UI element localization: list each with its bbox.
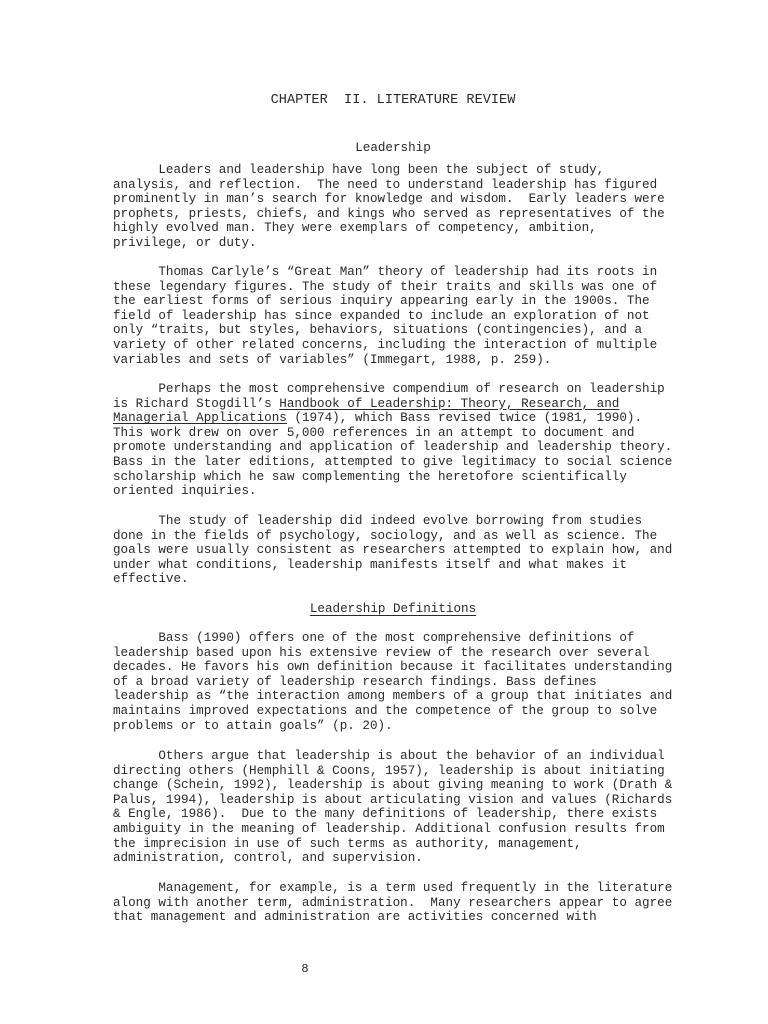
text-line: promote understanding and application of leadership and leadership theory. [113, 440, 673, 455]
text-line: Thomas Carlyle’s “Great Man” theory of leadership had its roots in [113, 265, 658, 279]
text-line: Bass in the later editions, attempted to give legitimacy to social science [113, 454, 673, 469]
text-line: scholarship which he saw complementing the heretofore scientifically [113, 469, 627, 484]
text-line: & Engle, 1986). Due to the many definitions of leadership, there exists [113, 807, 658, 822]
chapter-title: CHAPTER II. LITERATURE REVIEW [270, 93, 516, 108]
book-title-underlined: Handbook of Leadership: Theory, Research, and [279, 396, 620, 411]
text-run: (1974), which Bass revised twice (1981, 1990). [286, 411, 643, 426]
text-line [113, 397, 673, 412]
section-heading-leadership: Leadership [355, 141, 431, 155]
text-line: effective. [113, 572, 189, 587]
text-line: field of leadership has since expanded to include an exploration of not [113, 308, 650, 323]
text-line: along with another term, administration. Many researchers appear to agree [113, 895, 673, 910]
text-line: change (Schein, 1992), leadership is about giving meaning to work (Drath & [113, 778, 673, 793]
text-line [113, 411, 673, 426]
text-line: variety of other related concerns, including the interaction of multiple [113, 337, 658, 352]
paragraph-2 [113, 265, 673, 367]
paragraph-7 [113, 881, 673, 925]
text-line: of a broad variety of leadership research findings. Bass defines [113, 674, 597, 689]
text-line: under what conditions, leadership manifests itself and what makes it [113, 557, 627, 572]
text-line: Others argue that leadership is about the behavior of an individual [113, 749, 665, 763]
text-line: oriented inquiries. [113, 484, 257, 499]
text-run: is Richard Stogdill’s [113, 396, 280, 411]
text-line: these legendary figures. The study of their traits and skills was one of [113, 279, 658, 294]
text-line: maintains improved expectations and the competence of the group to solve [113, 703, 658, 718]
section-heading-definitions [113, 602, 673, 617]
paragraph-4 [113, 514, 673, 587]
text-line: Bass (1990) offers one of the most comprehensive definitions of [113, 631, 635, 645]
text-line: This work drew on over 5,000 references in an attempt to document and [113, 425, 635, 440]
text-line: leadership based upon his extensive review of the research over several [113, 645, 650, 660]
text-line: only “traits, but styles, behaviors, situations (contingencies), and a [113, 323, 643, 338]
text-line: administration, control, and supervision. [113, 851, 423, 866]
text-line: directing others (Hemphill & Coons, 1957), leadership is about initiating [113, 763, 665, 778]
text-line: goals were usually consistent as researchers attempted to explain how, and [113, 543, 673, 558]
text-line: decades. He favors his own definition because it facilitates understanding [113, 660, 673, 675]
text-line: prophets, priests, chiefs, and kings who served as representatives of the [113, 206, 665, 221]
text-line: leadership as “the interaction among members of a group that initiates and [113, 689, 673, 704]
book-title-underlined: Managerial Applications [113, 411, 287, 426]
text-line: The study of leadership did indeed evolve borrowing from studies [113, 514, 643, 528]
text-line: that management and administration are activities concerned with [113, 910, 597, 925]
paragraph-3 [113, 382, 673, 499]
text-line: analysis, and reflection. The need to understand leadership has figured [113, 177, 658, 192]
page-number: 8 [301, 962, 309, 976]
text-line: variables and sets of variables” (Immegart, 1988, p. 259). [113, 352, 552, 367]
text-line: the imprecision in use of such terms as authority, management, [113, 836, 582, 851]
text-line: prominently in man’s search for knowledge and wisdom. Early leaders were [113, 192, 665, 207]
text-line: Palus, 1994), leadership is about articulating vision and values (Richards [113, 792, 673, 807]
text-line: highly evolved man. They were exemplars of competency, ambition, [113, 221, 597, 236]
text-line: problems or to attain goals” (p. 20). [113, 718, 393, 733]
text-line: ambiguity in the meaning of leadership. Additional confusion results from [113, 821, 665, 836]
paragraph-6 [113, 749, 673, 866]
section-heading-text: Leadership Definitions [309, 602, 477, 616]
paragraph-1 [113, 163, 673, 251]
text-line: the earliest forms of serious inquiry appearing early in the 1900s. The [113, 294, 650, 309]
text-line: done in the fields of psychology, sociology, and as well as science. The [113, 528, 658, 543]
text-line: Management, for example, is a term used frequently in the literature [113, 881, 673, 895]
text-line: Perhaps the most comprehensive compendium of research on leadership [113, 382, 665, 396]
text-line: Leaders and leadership have long been the subject of study, [113, 163, 605, 177]
paragraph-5 [113, 631, 673, 733]
text-line: privilege, or duty. [113, 235, 257, 250]
